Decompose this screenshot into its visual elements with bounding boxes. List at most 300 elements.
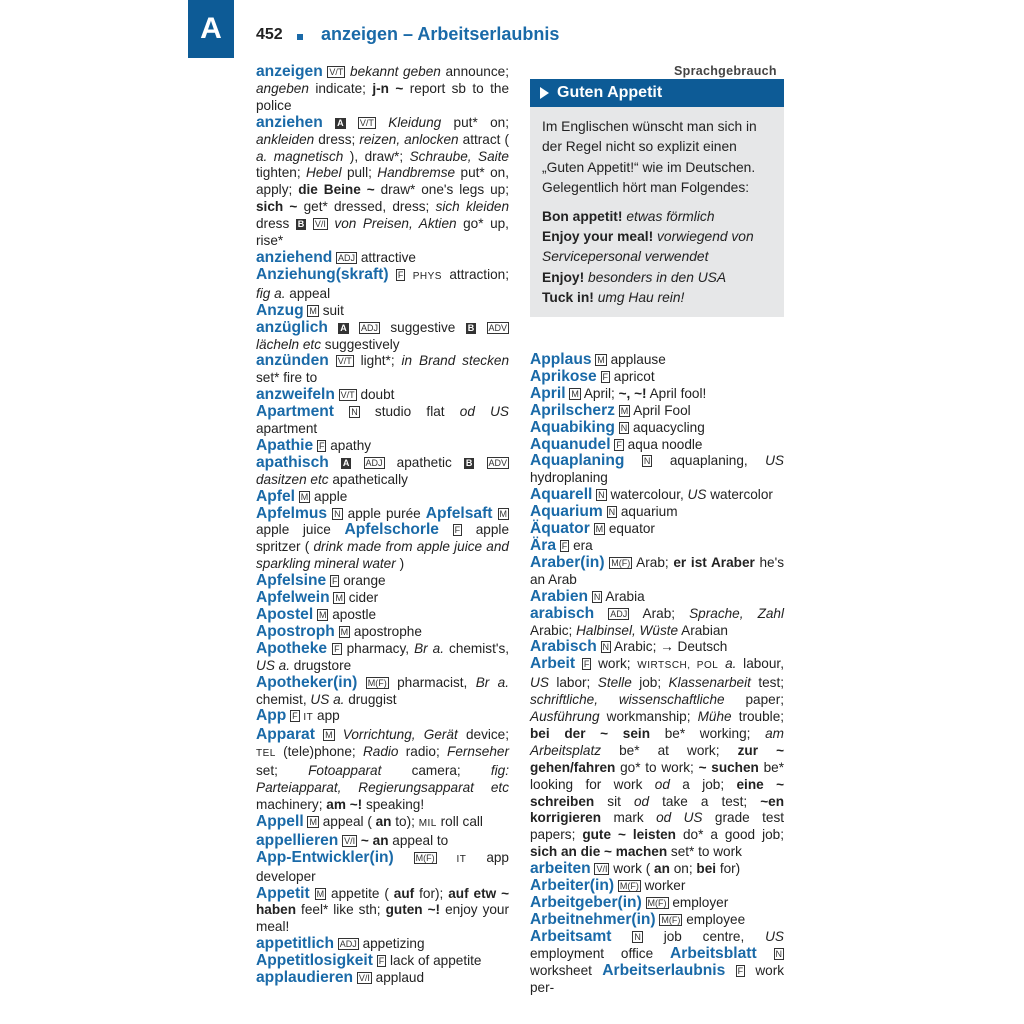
headword: Araber(in) [530, 553, 605, 571]
dictionary-entry [256, 708, 509, 727]
translation: employer [672, 895, 729, 910]
italic-note: Br a. [414, 640, 444, 656]
headword: Appetit [256, 884, 310, 902]
phrase: zur ~ gehen/fahren [530, 742, 785, 775]
header-bullet-icon [297, 34, 303, 40]
grammar-label: ADJ [361, 322, 379, 333]
headword: Aquaplaning [530, 452, 625, 470]
dictionary-entry [256, 850, 509, 886]
translation: hydroplaning [530, 470, 608, 486]
italic-note: US [530, 675, 549, 691]
dictionary-entry [256, 250, 509, 267]
headword: Apotheker(in) [256, 673, 358, 691]
translation: radio; [405, 744, 440, 760]
grammar-label: M(F) [367, 677, 387, 688]
headword: Apfelsaft [425, 504, 493, 522]
subject-label: IT [303, 712, 314, 724]
italic-note: od US [459, 404, 510, 420]
headword: Arbeitgeber(in) [530, 894, 642, 911]
usage-box-title: Guten Appetit [557, 84, 663, 101]
dictionary-entry [530, 538, 784, 555]
usage-note: umg Hau rein! [597, 290, 685, 306]
grammar-label: N [634, 931, 641, 942]
translation: apostrophe [353, 623, 422, 639]
grammar-label: M [499, 508, 508, 519]
phrase: ~, ~! [618, 385, 647, 401]
translation: suggestively [324, 336, 400, 352]
translation: device; [465, 727, 510, 743]
translation: April fool! [649, 385, 707, 401]
headword: Arbeitserlaubnis [602, 961, 726, 979]
headword: Appell [256, 812, 304, 830]
translation: to); [395, 813, 415, 829]
translation: job; [639, 675, 662, 691]
translation: Arabian [681, 622, 728, 638]
translation: set* fire to [256, 370, 318, 386]
dictionary-entry [530, 369, 784, 386]
headword: Aprikose [530, 367, 597, 385]
phrase: ~ suchen [698, 759, 759, 775]
sense-label: B [465, 457, 473, 468]
grammar-label: N [775, 948, 783, 959]
translation: enjoy your meal! [256, 902, 510, 935]
page-title: anzeigen – Arbeitserlaubnis [321, 24, 560, 44]
italic-note: US [765, 453, 784, 469]
dictionary-entry [530, 589, 784, 606]
translation: light*; [360, 353, 395, 369]
dictionary-entry [530, 895, 784, 912]
dictionary-column-right [530, 352, 784, 996]
grammar-label: ADV [488, 457, 508, 468]
phrase: an [375, 813, 392, 829]
italic-note: Hebel [306, 165, 342, 181]
translation: watercolor [710, 487, 773, 503]
headword: anziehend [256, 248, 333, 266]
usage-box-intro: Im Englischen wünscht man sich in der Regel nicht so explizit einen „Guten Appetit!“ wie im Deutschen. Gelegentlich hört man Folgendes: [542, 119, 757, 196]
italic-note: od US [656, 810, 703, 826]
dictionary-entry [256, 489, 509, 506]
phrase: sich an die ~ machen [530, 844, 668, 860]
dictionary-entry [256, 607, 509, 624]
translation: applaud [375, 970, 425, 986]
translation: aquarium [620, 504, 678, 520]
grammar-label: N [620, 422, 628, 433]
dictionary-entry [256, 833, 509, 850]
translation: be* looking for work [530, 759, 785, 792]
translation: feel* like sth; [301, 902, 381, 918]
headword: Applaus [530, 351, 592, 368]
dictionary-entry [256, 320, 509, 354]
grammar-label: V/T [359, 117, 374, 128]
translation: era [573, 537, 593, 553]
translation: be* working; [664, 725, 751, 741]
sense-label: B [467, 322, 475, 333]
phrase: am ~! [326, 796, 363, 812]
translation: worksheet [530, 962, 592, 978]
translation: on; [673, 861, 693, 877]
grammar-label: M [309, 305, 317, 316]
headword: arabisch [530, 604, 595, 622]
sense-label: A [342, 457, 350, 468]
grammar-label: M [620, 405, 629, 416]
translation: grade test papers; [530, 810, 785, 843]
grammar-label: F [454, 525, 461, 536]
italic-note: Kleidung [388, 114, 442, 130]
dictionary-entry [256, 727, 509, 814]
phrase: an [654, 861, 670, 877]
headword: Apathie [256, 436, 314, 454]
translation: apple purée [347, 505, 421, 521]
translation: sit [607, 793, 621, 809]
usage-note: vorwiegend von Servicepersonal verwendet [542, 229, 754, 265]
usage-example [542, 268, 772, 288]
headword: appellieren [256, 831, 339, 849]
usage-example [542, 227, 772, 268]
grammar-label: N [608, 507, 616, 518]
dictionary-entry [256, 267, 509, 303]
sense-label: A [337, 117, 344, 128]
translation: ) [399, 556, 405, 572]
italic-note: Br a. [475, 674, 509, 690]
grammar-label: N [598, 490, 605, 501]
headword: Arbeitsblatt [670, 944, 757, 962]
translation: tighten; [256, 165, 301, 181]
headword: Arabien [530, 587, 589, 605]
grammar-label: M(F) [647, 898, 667, 908]
translation: aqua noodle [627, 436, 703, 452]
headword: anzünden [256, 352, 329, 370]
grammar-label: M [571, 388, 579, 399]
translation: test; [758, 675, 785, 691]
italic-note: Vorrichtung, Gerät [342, 727, 458, 743]
dictionary-entry [256, 353, 509, 387]
headword: Apostel [256, 606, 314, 623]
translation: Arabic; → Deutsch [614, 639, 728, 655]
grammar-label: M [595, 524, 604, 535]
dictionary-entry [530, 555, 784, 589]
translation: employee [686, 911, 746, 927]
phrase: auf etw ~ haben [256, 885, 510, 918]
headword: Aquanudel [530, 435, 611, 453]
usage-note: etwas förmlich [626, 208, 715, 224]
headword: Äquator [530, 520, 590, 538]
dictionary-entry [530, 403, 784, 420]
grammar-label: M(F) [611, 557, 631, 568]
translation: attractive [360, 249, 416, 265]
dictionary-entry [256, 953, 509, 970]
dictionary-entry [256, 624, 509, 641]
phrase: guten ~! [385, 902, 441, 918]
grammar-label: F [616, 439, 622, 450]
translation: for); [419, 885, 444, 901]
usage-phrase: Enjoy! [542, 269, 585, 285]
translation: a job; [682, 776, 725, 792]
italic-note: od [654, 776, 670, 792]
dictionary-entry [530, 606, 784, 640]
grammar-label: V/I [358, 973, 370, 984]
translation: apathetically [332, 471, 408, 487]
dictionary-entry [256, 438, 509, 455]
headword: Anziehung(skraft) [256, 265, 389, 283]
italic-note: Sprache, Zahl [689, 605, 785, 621]
headword: Aquarell [530, 486, 593, 504]
translation: apartment [256, 421, 318, 437]
usage-phrase: Enjoy your meal! [542, 229, 654, 245]
translation: he's an Arab [530, 554, 785, 587]
usage-box-header [530, 79, 784, 107]
grammar-label: ADJ [339, 939, 357, 950]
subject-label: WIRTSCH, POL [637, 660, 719, 672]
dictionary-entry [256, 936, 509, 953]
italic-note: Fernseher [447, 744, 509, 760]
headword: Aprilscherz [530, 401, 615, 419]
italic-note: US a. [310, 691, 345, 707]
translation: apple juice [256, 522, 331, 538]
dictionary-entry [530, 504, 784, 521]
headword: Aquarium [530, 503, 603, 521]
dictionary-entry [530, 929, 784, 997]
grammar-label: F [561, 540, 568, 551]
dictionary-entry [256, 387, 509, 404]
italic-note: in Brand stecken [401, 353, 510, 369]
headword: App-Entwickler(in) [256, 848, 394, 866]
translation: for) [719, 861, 741, 877]
translation: doubt [360, 387, 395, 403]
italic-note: fig a. [256, 285, 286, 301]
translation: pharmacy, [346, 640, 410, 656]
headword: Anzug [256, 301, 304, 319]
grammar-label: N [334, 508, 341, 519]
translation: suggestive [390, 319, 456, 335]
grammar-label: V/I [596, 864, 608, 875]
translation: apathetic [396, 454, 452, 470]
italic-note: Klassenarbeit [668, 675, 751, 691]
dictionary-entry [256, 814, 509, 833]
translation: (tele)phone; [283, 744, 356, 760]
translation: dress; [318, 131, 356, 147]
italic-note: Schraube, Saite [409, 148, 509, 164]
translation: get* dressed, dress; [303, 199, 430, 215]
translation: apple [314, 488, 348, 504]
italic-note: angeben [256, 80, 309, 96]
translation: work ( [613, 861, 651, 877]
phrase: gute ~ leisten [582, 827, 676, 843]
phrase: ~en korrigieren [530, 793, 785, 826]
translation: be* at work; [619, 742, 720, 758]
translation: app developer [256, 849, 509, 884]
translation: paper; [745, 692, 784, 708]
dictionary-entry [256, 641, 509, 675]
page-number: 452 [256, 26, 283, 43]
usage-example [542, 288, 772, 308]
italic-note: am Arbeitsplatz [530, 725, 785, 758]
headword: arbeiten [530, 860, 591, 878]
translation: aquacycling [632, 419, 705, 435]
italic-note: fig: Parteiapparat, Regierungsapparat etc [256, 763, 509, 796]
translation: aquaplaning, [669, 453, 748, 469]
translation: apathy [330, 437, 372, 453]
grammar-label: F [378, 956, 385, 967]
translation: set; [256, 763, 278, 779]
translation: suit [322, 302, 344, 318]
headword: Appetitlosigkeit [256, 952, 373, 970]
sense-label: B [297, 219, 305, 230]
headword: anzeigen [256, 63, 323, 80]
dictionary-entry [256, 64, 509, 115]
section-letter-tab [188, 0, 234, 58]
translation: announce; [445, 64, 509, 79]
headword: Apfelsine [256, 572, 327, 590]
italic-note: ankleiden [256, 131, 315, 147]
dictionary-entry [256, 590, 509, 607]
grammar-label: ADJ [338, 252, 356, 263]
usage-note: besonders in den USA [588, 269, 727, 285]
grammar-label: F [331, 576, 338, 587]
translation: applause [610, 352, 666, 367]
italic-note: schriftliche, wissenschaftliche [530, 692, 725, 708]
translation: orange [343, 573, 386, 589]
headword: applaudieren [256, 969, 354, 987]
grammar-label: F [334, 643, 340, 654]
headword: Apfelwein [256, 589, 330, 607]
translation: workmanship; [606, 709, 691, 725]
translation: drugstore [293, 657, 352, 673]
translation: appeal to [392, 832, 449, 848]
dictionary-entry [256, 886, 509, 937]
usage-box-examples [542, 207, 772, 309]
translation: trouble; [738, 709, 785, 725]
translation: April Fool [633, 402, 691, 418]
italic-note: drink made from apple juice and sparkling mineral water [256, 539, 509, 572]
dictionary-column-left [256, 64, 509, 987]
grammar-label: M(F) [661, 914, 681, 925]
headword: Apfelschorle [344, 521, 439, 539]
translation: job centre, [663, 928, 745, 944]
italic-note: Fotoapparat [308, 763, 382, 779]
grammar-label: M(F) [619, 881, 639, 892]
headword: anziehen [256, 113, 323, 131]
grammar-label: F [318, 440, 325, 451]
italic-note: Radio [362, 744, 399, 760]
headword: apathisch [256, 453, 329, 471]
translation: watercolour, [610, 487, 684, 503]
phrase: auf [393, 885, 415, 901]
italic-note: von Preisen, Aktien [334, 216, 457, 232]
dictionary-entry [256, 404, 509, 438]
translation: dress [256, 216, 290, 232]
headword: Arbeitsamt [530, 927, 612, 945]
headword: Apostroph [256, 622, 335, 640]
dictionary-entry [530, 639, 784, 656]
translation: roll call [440, 813, 483, 829]
translation: put* on; [453, 114, 509, 130]
italic-note: reizen, anlocken [359, 131, 459, 147]
headword: Arbeiter(in) [530, 877, 615, 895]
translation: put* on, apply; [256, 165, 509, 198]
grammar-label: M(F) [415, 852, 435, 863]
grammar-label: M [325, 730, 333, 741]
translation: Arab; [642, 605, 676, 621]
grammar-label: N [602, 642, 610, 653]
translation: lack of appetite [390, 953, 482, 969]
translation: appeal [289, 285, 331, 301]
phrase: er ist Araber [673, 554, 755, 570]
translation: appetizing [362, 936, 425, 952]
grammar-label: F [602, 371, 609, 382]
headword: App [256, 707, 287, 725]
translation: apple spritzer ( [256, 522, 510, 555]
translation: ), draw*; [349, 148, 404, 164]
headword: Apparat [256, 726, 315, 744]
translation: labour, [743, 656, 784, 672]
italic-note: US a. [256, 657, 290, 673]
usage-box-caption: Sprachgebrauch [674, 64, 777, 78]
grammar-label: N [593, 591, 601, 602]
headword: anzüglich [256, 318, 328, 336]
subject-label: MIL [418, 817, 437, 829]
grammar-label: V/T [340, 390, 355, 401]
grammar-label: V/T [337, 356, 352, 367]
subject-label: PHYS [412, 270, 442, 282]
italic-note: Handbremse [377, 165, 456, 181]
grammar-label: M [340, 626, 349, 637]
translation: apricot [613, 368, 655, 384]
translation: chemist's, [449, 640, 510, 656]
translation: pull; [346, 165, 372, 181]
phrase: eine ~ schreiben [530, 776, 785, 809]
translation: go* to work; [620, 759, 694, 775]
phrase: ~ an [360, 832, 389, 848]
translation: appetite ( [331, 885, 389, 901]
translation: equator [608, 521, 655, 537]
grammar-label: F [737, 965, 744, 976]
translation: report sb to the police [256, 80, 510, 113]
subject-label: IT [456, 853, 467, 865]
translation: camera; [411, 763, 461, 779]
dictionary-entry [256, 115, 509, 250]
headword: Arbeitnehmer(in) [530, 910, 656, 928]
dictionary-entry [530, 352, 784, 369]
italic-note: a. magnetisch [256, 148, 344, 164]
grammar-label: F [292, 711, 298, 722]
triangle-right-icon [540, 87, 549, 99]
italic-note: a. [725, 656, 737, 672]
translation: pharmacist, [397, 674, 468, 690]
grammar-label: M [300, 491, 309, 502]
translation: do* a good job; [682, 827, 784, 843]
dictionary-entry [530, 912, 784, 929]
headword: appetitlich [256, 935, 334, 953]
italic-note: lächeln etc [256, 336, 321, 352]
translation: work; [598, 656, 631, 672]
italic-note: US [687, 487, 707, 503]
translation: go* up, rise* [256, 216, 509, 249]
grammar-label: V/I [314, 219, 326, 230]
phrase: j-n ~ [372, 80, 404, 96]
translation: Arab; [636, 554, 669, 570]
translation: attraction; [449, 266, 510, 282]
dictionary-entry [530, 878, 784, 895]
grammar-label: N [643, 456, 651, 467]
headword: anzweifeln [256, 386, 335, 404]
italic-note: sich kleiden [435, 199, 510, 215]
translation: appeal ( [322, 813, 372, 829]
dictionary-entry [256, 573, 509, 590]
phrase: sich ~ [256, 199, 298, 215]
italic-note: od [633, 793, 650, 809]
headword: Apotheke [256, 639, 328, 657]
headword: Apfel [256, 487, 295, 505]
